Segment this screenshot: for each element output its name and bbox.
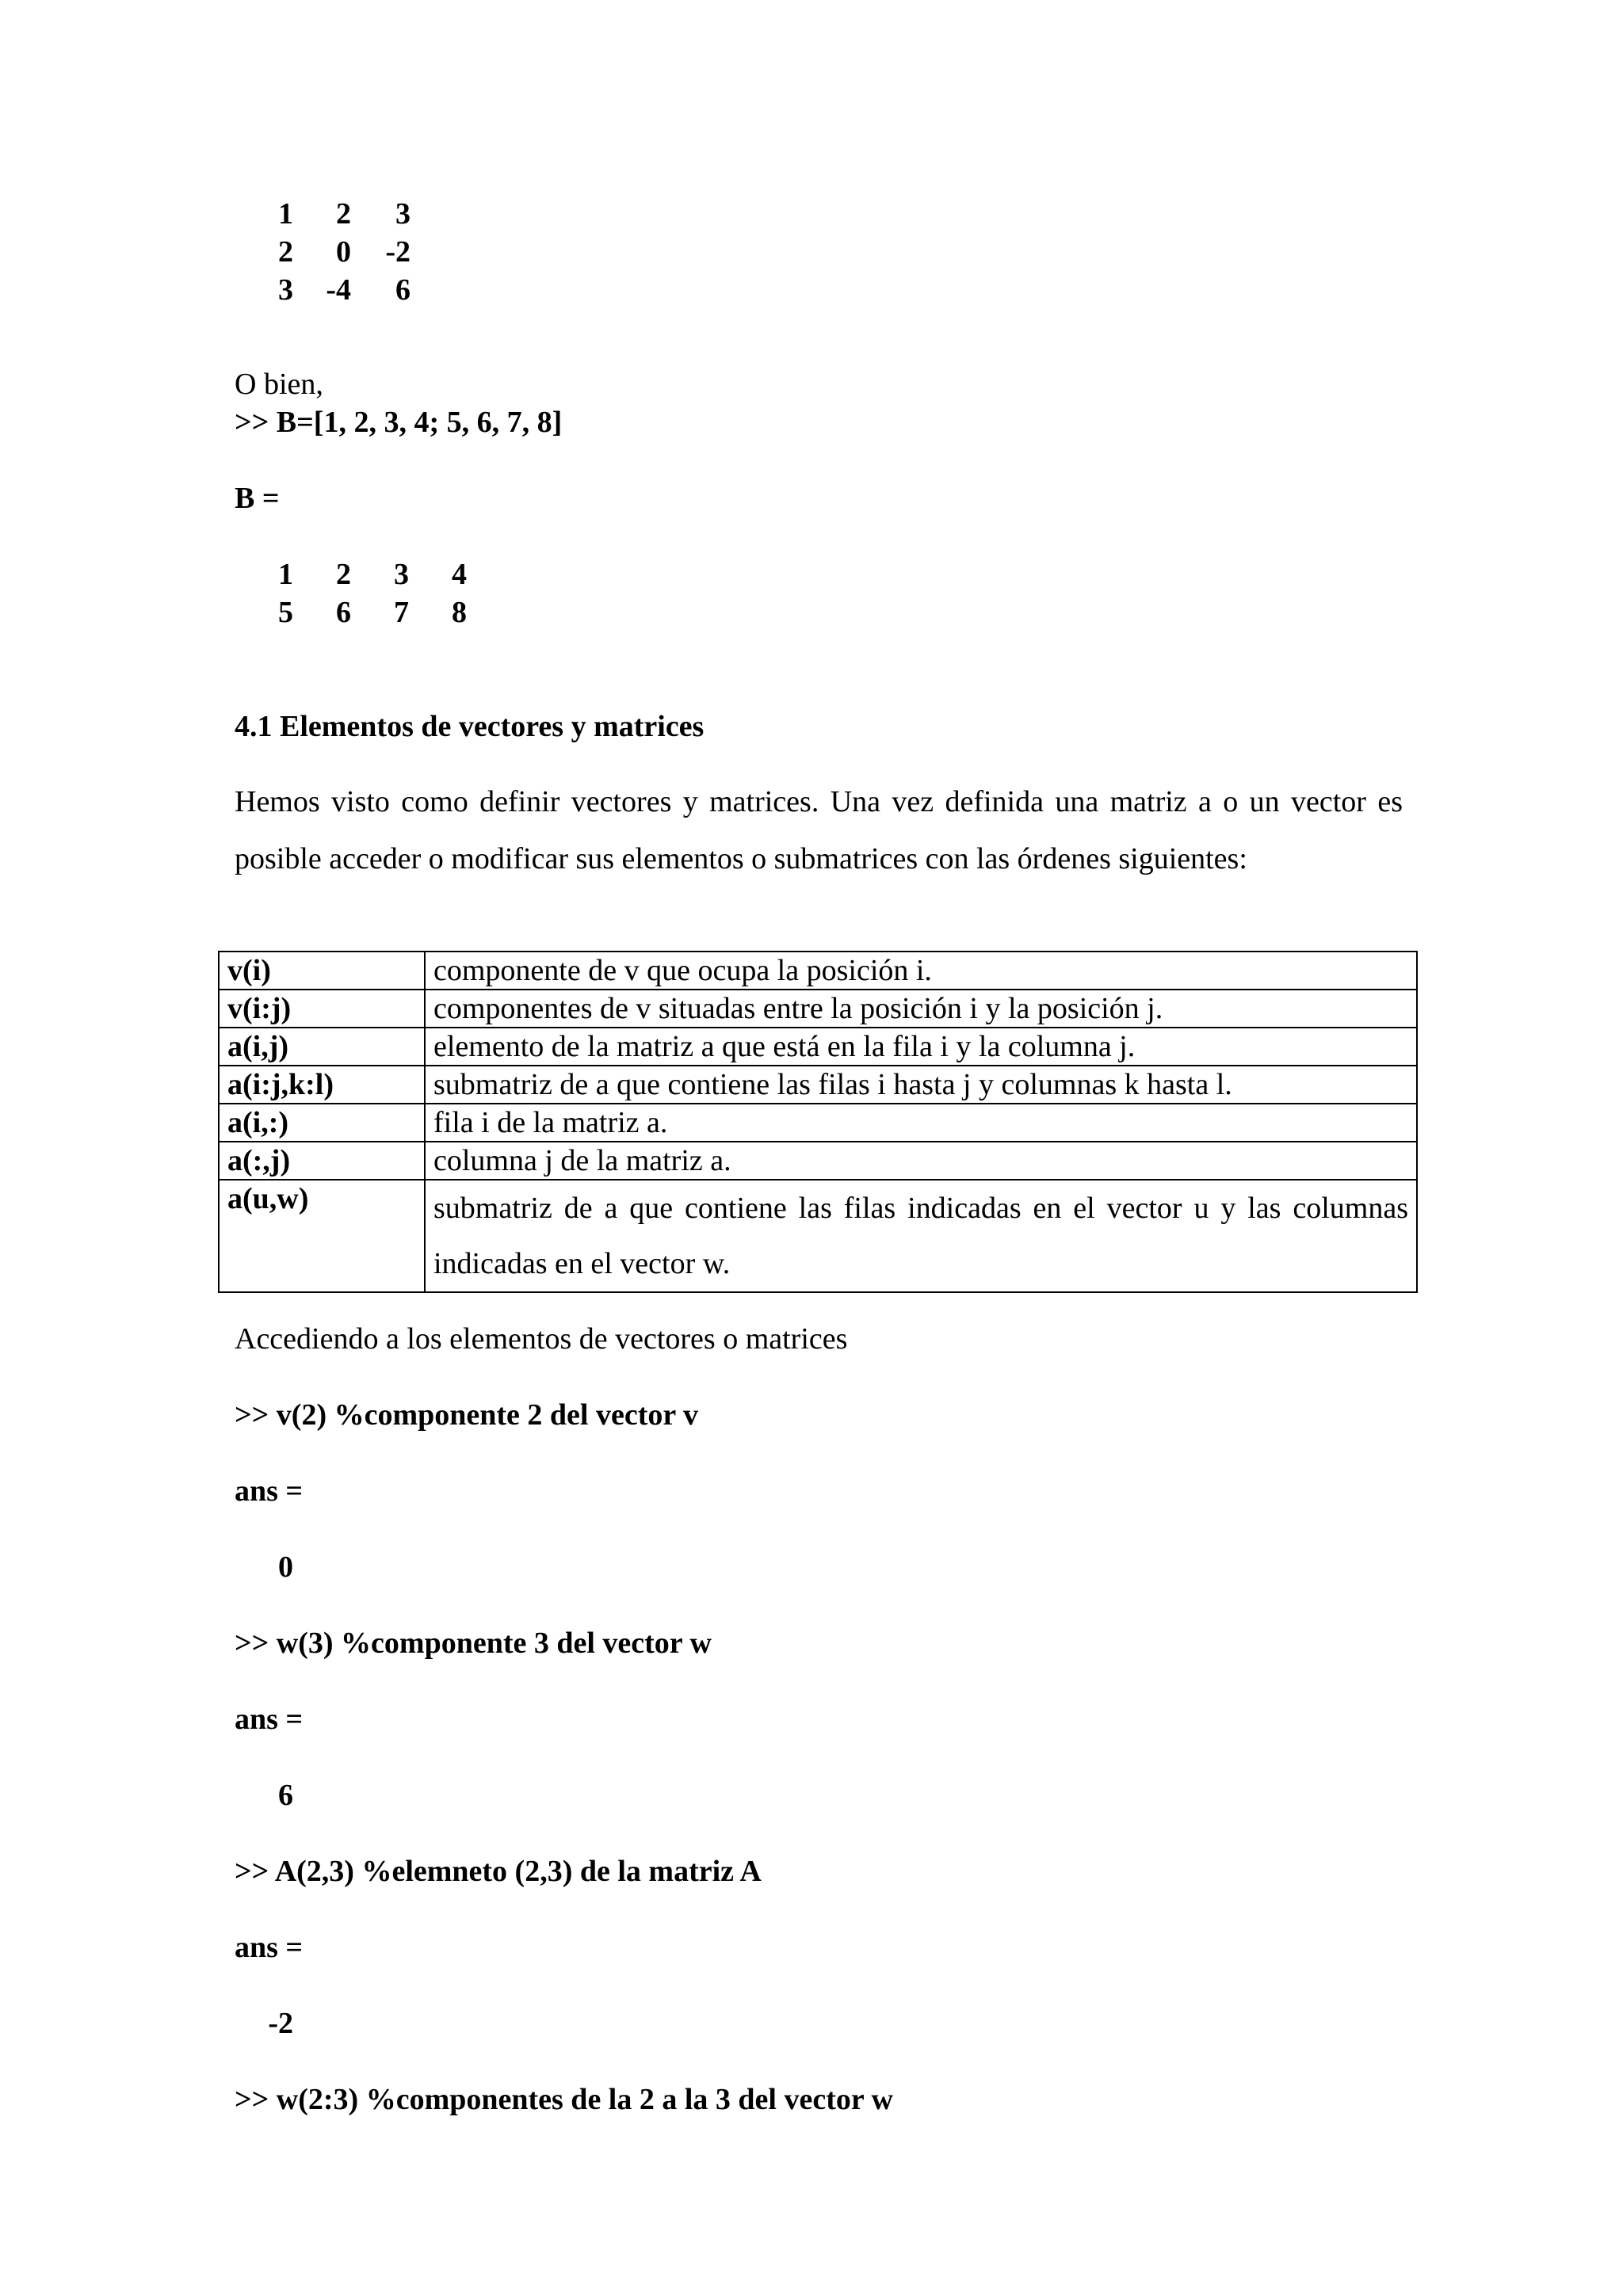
description-cell: submatriz de a que contiene las filas indicadas en el vector u y las columnas indicadas en el vector w. [425,1180,1417,1292]
ans-label: ans = [235,1931,304,1964]
commands-table [218,951,1418,1293]
description-cell: componente de v que ocupa la posición i. [425,952,1417,990]
table-row [219,990,1417,1028]
intro-paragraph: Hemos visto como definir vectores y matrices. Una vez definida una matriz a o un vector es posible acceder o modificar sus elementos o submatrices con las órdenes siguientes: [235,785,1403,875]
command-cell: a(i:j,k:l) [219,1066,425,1104]
command-cell: a(i,j) [219,1028,425,1066]
matrix-cell: 4 [452,558,467,591]
table-row [219,1180,1417,1292]
example-command: >> w(2:3) %componentes de la 2 a la 3 del vector w [235,2083,893,2116]
command-cell: v(i:j) [219,990,425,1028]
table-row [219,1142,1417,1180]
example-command: >> v(2) %componente 2 del vector v [235,1398,699,1432]
description-cell: columna j de la matriz a. [425,1142,1417,1180]
command-line-b: >> B=[1, 2, 3, 4; 5, 6, 7, 8] [235,406,563,439]
matrix-cell: 6 [336,596,351,629]
matrix-cell: 2 [278,235,293,269]
command-cell: a(u,w) [219,1180,425,1292]
b-equals-label: B = [235,482,280,515]
ans-value: 0 [278,1550,293,1584]
o-bien-text: O bien, [235,368,323,401]
description-cell: fila i de la matriz a. [425,1104,1417,1142]
command-cell: v(i) [219,952,425,990]
ans-label: ans = [235,1474,304,1508]
matrix-cell: 1 [278,558,293,591]
ans-value: -2 [268,2007,293,2040]
ans-value: 6 [278,1779,293,1812]
matrix-cell: 7 [394,596,409,629]
ans-label: ans = [235,1703,304,1736]
matrix-cell: 8 [452,596,467,629]
table-row [219,952,1417,990]
description-cell: submatriz de a que contiene las filas i hasta j y columnas k hasta l. [425,1066,1417,1104]
command-cell: a(i,:) [219,1104,425,1142]
example-command: >> A(2,3) %elemneto (2,3) de la matriz A [235,1855,762,1888]
matrix-cell: -2 [385,235,411,269]
example-command: >> w(3) %componente 3 del vector w [235,1627,712,1660]
matrix-cell: 3 [394,558,409,591]
matrix-cell: 5 [278,596,293,629]
section-heading: 4.1 Elementos de vectores y matrices [235,710,705,743]
accediendo-text: Accediendo a los elementos de vectores o matrices [235,1322,848,1356]
table-row [219,1104,1417,1142]
command-cell: a(:,j) [219,1142,425,1180]
matrix-cell: 1 [278,197,293,231]
matrix-cell: 2 [336,197,351,231]
description-cell: elemento de la matriz a que está en la fila i y la columna j. [425,1028,1417,1066]
matrix-cell: -4 [326,273,351,307]
table-row [219,1066,1417,1104]
matrix-cell: 3 [278,273,293,307]
matrix-cell: 2 [336,558,351,591]
matrix-cell: 0 [336,235,351,269]
table-row [219,1028,1417,1066]
matrix-cell: 3 [395,197,411,231]
matrix-cell: 6 [395,273,411,307]
description-cell: componentes de v situadas entre la posición i y la posición j. [425,990,1417,1028]
